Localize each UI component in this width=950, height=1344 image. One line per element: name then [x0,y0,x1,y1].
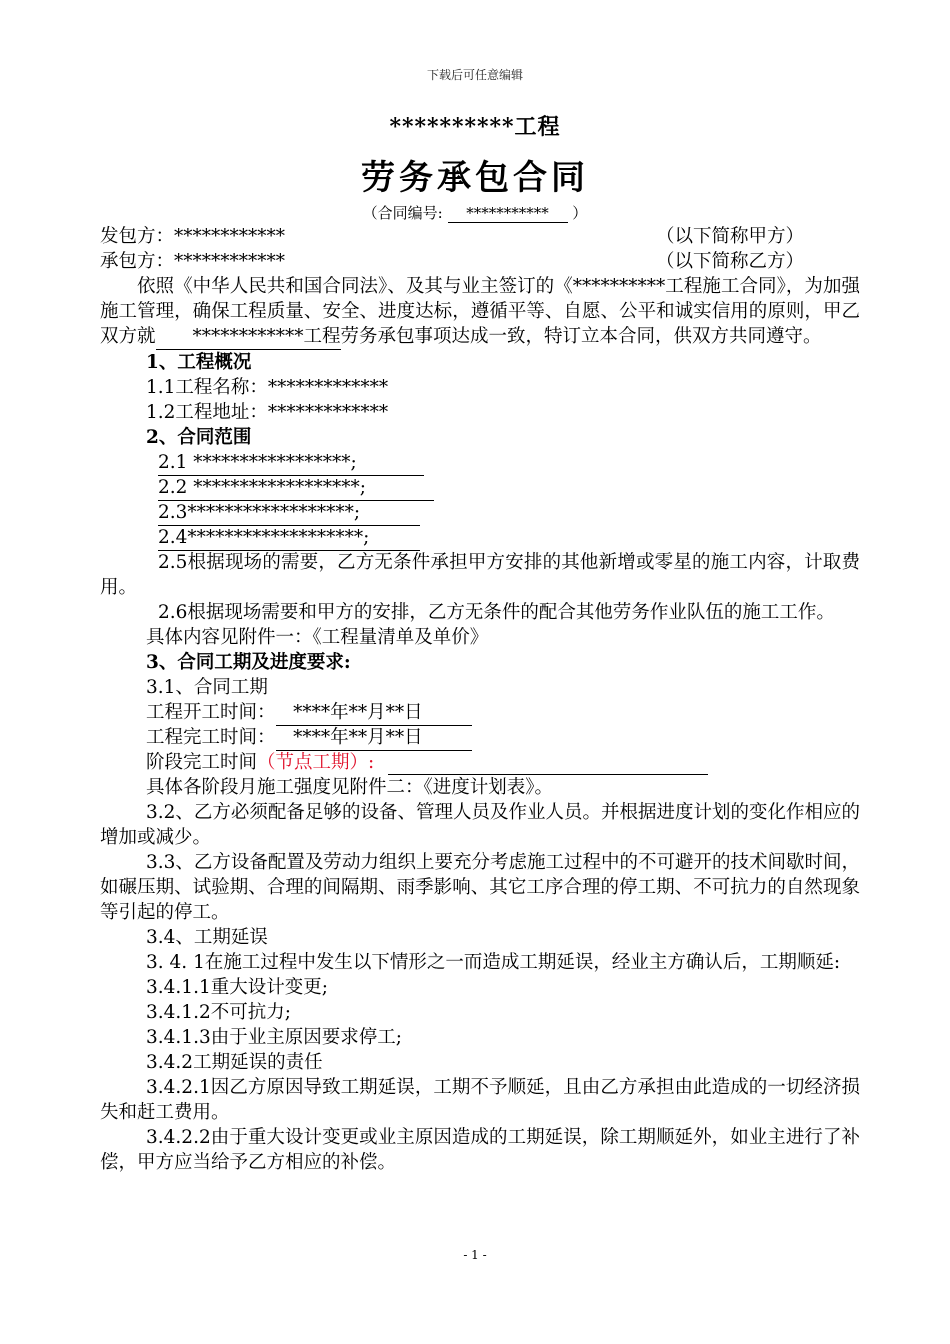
scope-item [100,450,860,475]
clause-3-2: 3.2、乙方必须配备足够的设备、管理人员及作业人员。并根据进度计划的变化作相应的增加或减少。 [100,802,860,848]
contract-title: 劳务承包合同 [361,158,589,198]
scope-item [100,525,860,550]
clause-3-4-1-2: 3.4.1.2不可抗力; [146,1002,291,1023]
project-name: 1.1工程名称：************* [146,377,389,398]
stage-date-red-label: （节点工期）: [257,752,375,773]
party-contractor [100,249,860,274]
section-1-heading: 1、工程概况 [146,352,252,373]
end-date-value: ****年**月**日 [276,725,472,751]
party-client-label: 发包方：************ [100,226,286,247]
clause-3-4-2: 3.4.2工期延误的责任 [146,1052,323,1073]
party-contractor-label: 承包方：************ [100,251,286,272]
stage-date-row [100,750,860,775]
end-date-label: 工程完工时间： [146,727,276,748]
contract-number [0,202,950,223]
intro-text-a: 依照《中华人民共和国合同法》、及其与业主签订的《**********工程施工合同》，为加强施工管理，确保工程质量、安全、进度达标，遵循平等、自愿、公平和诚实信用的原则，甲乙双方就 [100,276,860,347]
clause-3-1: 3.1、合同工期 [146,677,268,698]
start-date-value: ****年**月**日 [276,700,472,726]
scope-item-1: 2.1 *****************; [158,450,424,476]
contract-body [100,224,860,1175]
clause-3-4-2-2: 3.4.2.2由于重大设计变更或业主原因造成的工期延误，除工期顺延外，如业主进行了补偿，甲方应当给予乙方相应的补偿。 [100,1127,860,1173]
project-address: 1.2工程地址：************* [146,402,389,423]
scope-item-6: 2.6根据现场需要和甲方的安排，乙方无条件的配合其他劳务作业队伍的施工工作。 [158,602,835,623]
scope-item-4: 2.4*******************; [158,525,420,551]
start-date-label: 工程开工时间： [146,702,276,723]
section-2-heading: 2、合同范围 [146,427,252,448]
end-date-row [100,725,860,750]
intro-paragraph [100,274,860,350]
intro-project-underlined: ************工程 [156,324,341,350]
clause-3-4: 3.4、工期延误 [146,927,268,948]
intro-text-b: 劳务承包事项达成一致，特订立本合同，供双方共同遵守。 [340,326,822,347]
scope-item [100,500,860,525]
party-client-alias: （以下简称甲方） [655,226,804,247]
contract-number-suffix: ） [572,204,588,222]
clause-3-4-1-3: 3.4.1.3由于业主原因要求停工; [146,1027,402,1048]
scope-item-5: 2.5根据现场的需要，乙方无条件承担甲方安排的其他新增或零星的施工内容，计取费用。 [100,552,860,598]
project-title: **********工程 [389,114,561,140]
scope-item-3: 2.3******************; [158,500,420,526]
attachment-1-note: 具体内容见附件一：《工程量清单及单价》 [146,627,489,648]
clause-3-4-2-1: 3.4.2.1因乙方原因导致工期延误，工期不予顺延，且由乙方承担由此造成的一切经济损失和赶工费用。 [100,1077,860,1123]
scope-item [100,475,860,500]
start-date-row [100,700,860,725]
stage-date-label: 阶段完工时间 [146,752,258,773]
clause-3-4-1-1: 3.4.1.1重大设计变更; [146,977,328,998]
party-client [100,224,860,249]
page-header-note: 下载后可任意编辑 [426,68,523,82]
contract-number-prefix: （合同编号: [362,204,443,222]
contract-number-value: *********** [448,204,568,223]
attachment-2-note: 具体各阶段月施工强度见附件二：《进度计划表》。 [146,777,554,798]
scope-item-2: 2.2 ******************; [158,475,434,501]
clause-3-3: 3.3、乙方设备配置及劳动力组织上要充分考虑施工过程中的不可避开的技术间歇时间，如碾压期、试验期、合理的间隔期、雨季影响、其它工序合理的停工期、不可抗力的自然现象等引起的停工。 [100,852,860,923]
clause-3-4-1: 3. 4. 1在施工过程中发生以下情形之一而造成工期延误，经业主方确认后，工期顺延: [146,952,841,973]
stage-date-value [388,754,708,775]
party-contractor-alias: （以下简称乙方） [655,251,804,272]
page-number: - 1 - [463,1248,487,1262]
section-3-heading: 3、合同工期及进度要求: [146,652,351,673]
